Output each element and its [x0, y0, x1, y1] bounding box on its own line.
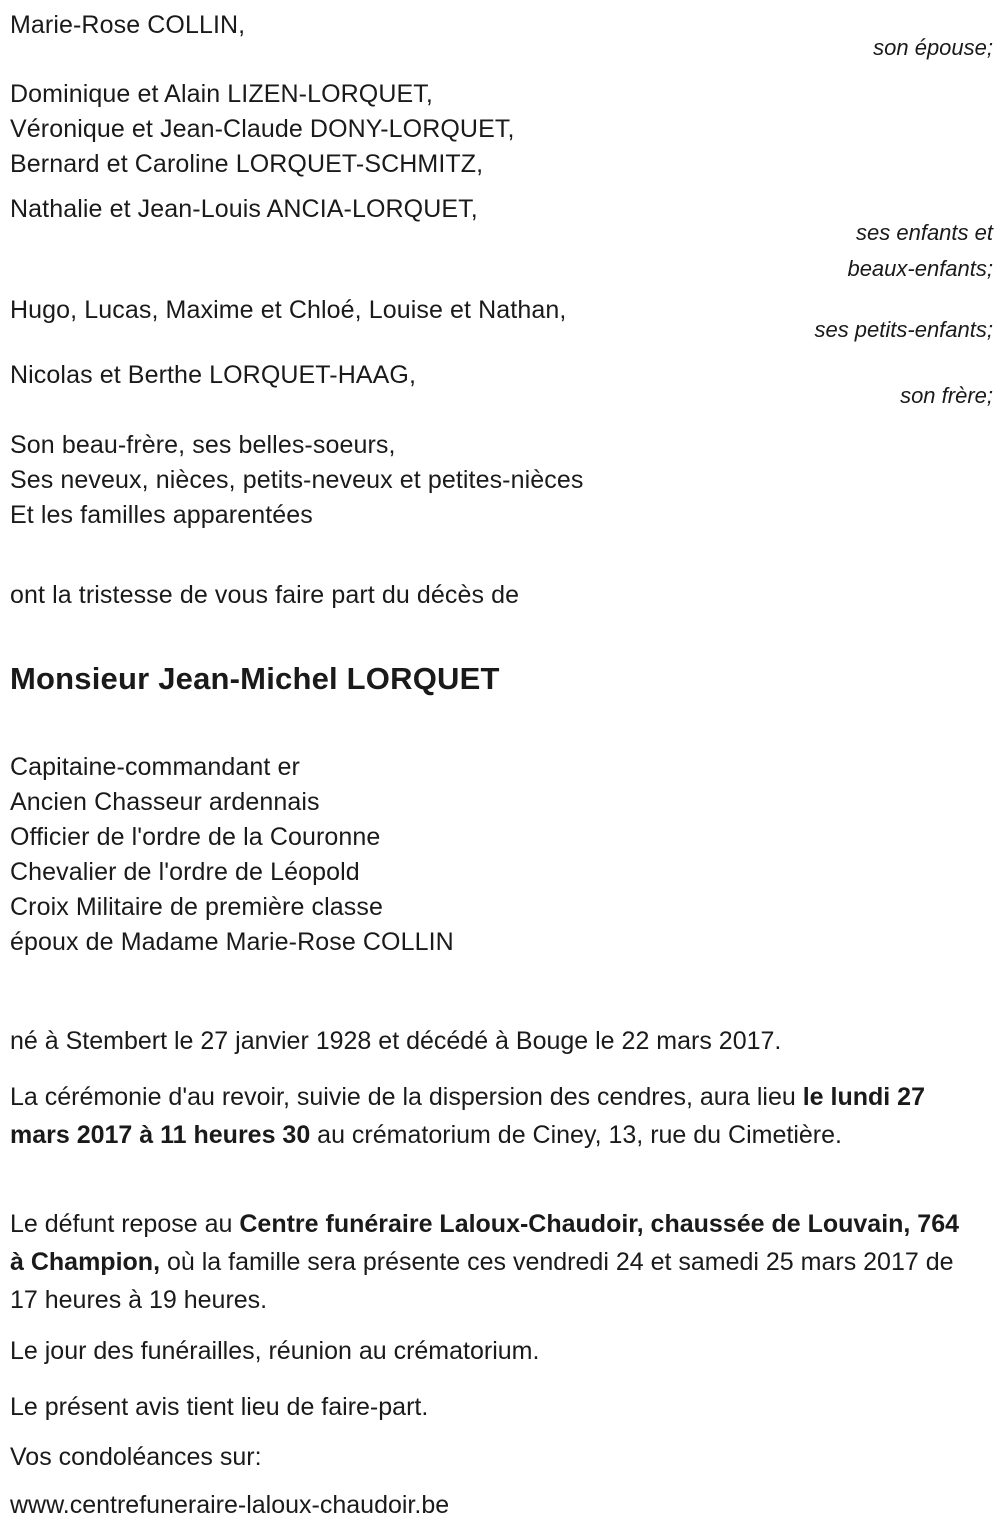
title-line-1: Capitaine-commandant er: [10, 753, 300, 781]
title-line-2: Ancien Chasseur ardennais: [10, 788, 320, 816]
ceremony-datetime: le lundi 27 mars 2017 à 11 heures 30: [10, 1083, 925, 1149]
survivor-name-grandchildren: Hugo, Lucas, Maxime et Chloé, Louise et Nathan,: [10, 296, 567, 324]
repose-text-part1: Le défunt repose au: [10, 1210, 240, 1238]
survivor-name-spouse: Marie-Rose COLLIN,: [10, 11, 246, 39]
repose-paragraph: [10, 1205, 970, 1319]
ceremony-paragraph: [10, 1078, 970, 1154]
survivor-name-child-1: Dominique et Alain LIZEN-LORQUET,: [10, 80, 433, 108]
relation-label-children-line1: ses enfants et: [856, 220, 993, 245]
ceremony-text-part1: La cérémonie d'au revoir, suivie de la dispersion des cendres, aura lieu: [10, 1083, 803, 1111]
survivor-name-brother: Nicolas et Berthe LORQUET-HAAG,: [10, 361, 417, 389]
relation-label-spouse: son épouse;: [873, 35, 993, 60]
ceremony-text-part2: au crématorium de Ciney, 13, rue du Cimetière.: [310, 1121, 842, 1149]
extended-family-line-3: Et les familles apparentées: [10, 501, 313, 529]
relation-label-grandchildren: ses petits-enfants;: [814, 317, 993, 342]
survivor-name-child-3: Bernard et Caroline LORQUET-SCHMITZ,: [10, 150, 484, 178]
relation-label-children-line2: beaux-enfants;: [847, 256, 993, 281]
extended-family-line-2: Ses neveux, nièces, petits-neveux et petites-nièces: [10, 466, 584, 494]
repose-text-part2: où la famille sera présente ces vendredi 24 et samedi 25 mars 2017 de 17 heures à 19 heures.: [10, 1248, 954, 1314]
notice-statement: Le présent avis tient lieu de faire-part.: [10, 1393, 429, 1421]
relation-label-brother: son frère;: [900, 383, 993, 408]
condolences-website-link[interactable]: www.centrefuneraire-laloux-chaudoir.be: [10, 1491, 450, 1519]
title-line-6: époux de Madame Marie-Rose COLLIN: [10, 928, 454, 956]
announcement-intro: ont la tristesse de vous faire part du décès de: [10, 581, 520, 609]
reunion-statement: Le jour des funérailles, réunion au crématorium.: [10, 1337, 540, 1365]
deceased-name: Monsieur Jean-Michel LORQUET: [10, 661, 500, 696]
survivor-name-child-2: Véronique et Jean-Claude DONY-LORQUET,: [10, 115, 515, 143]
birth-death-statement: né à Stembert le 27 janvier 1928 et décédé à Bouge le 22 mars 2017.: [10, 1027, 782, 1055]
survivor-name-child-4: Nathalie et Jean-Louis ANCIA-LORQUET,: [10, 195, 478, 223]
condolences-label: Vos condoléances sur:: [10, 1443, 262, 1471]
title-line-4: Chevalier de l'ordre de Léopold: [10, 858, 360, 886]
extended-family-line-1: Son beau-frère, ses belles-soeurs,: [10, 431, 396, 459]
title-line-3: Officier de l'ordre de la Couronne: [10, 823, 381, 851]
title-line-5: Croix Militaire de première classe: [10, 893, 383, 921]
funeral-home-address: Centre funéraire Laloux-Chaudoir, chaussée de Louvain, 764 à Champion,: [10, 1210, 960, 1276]
